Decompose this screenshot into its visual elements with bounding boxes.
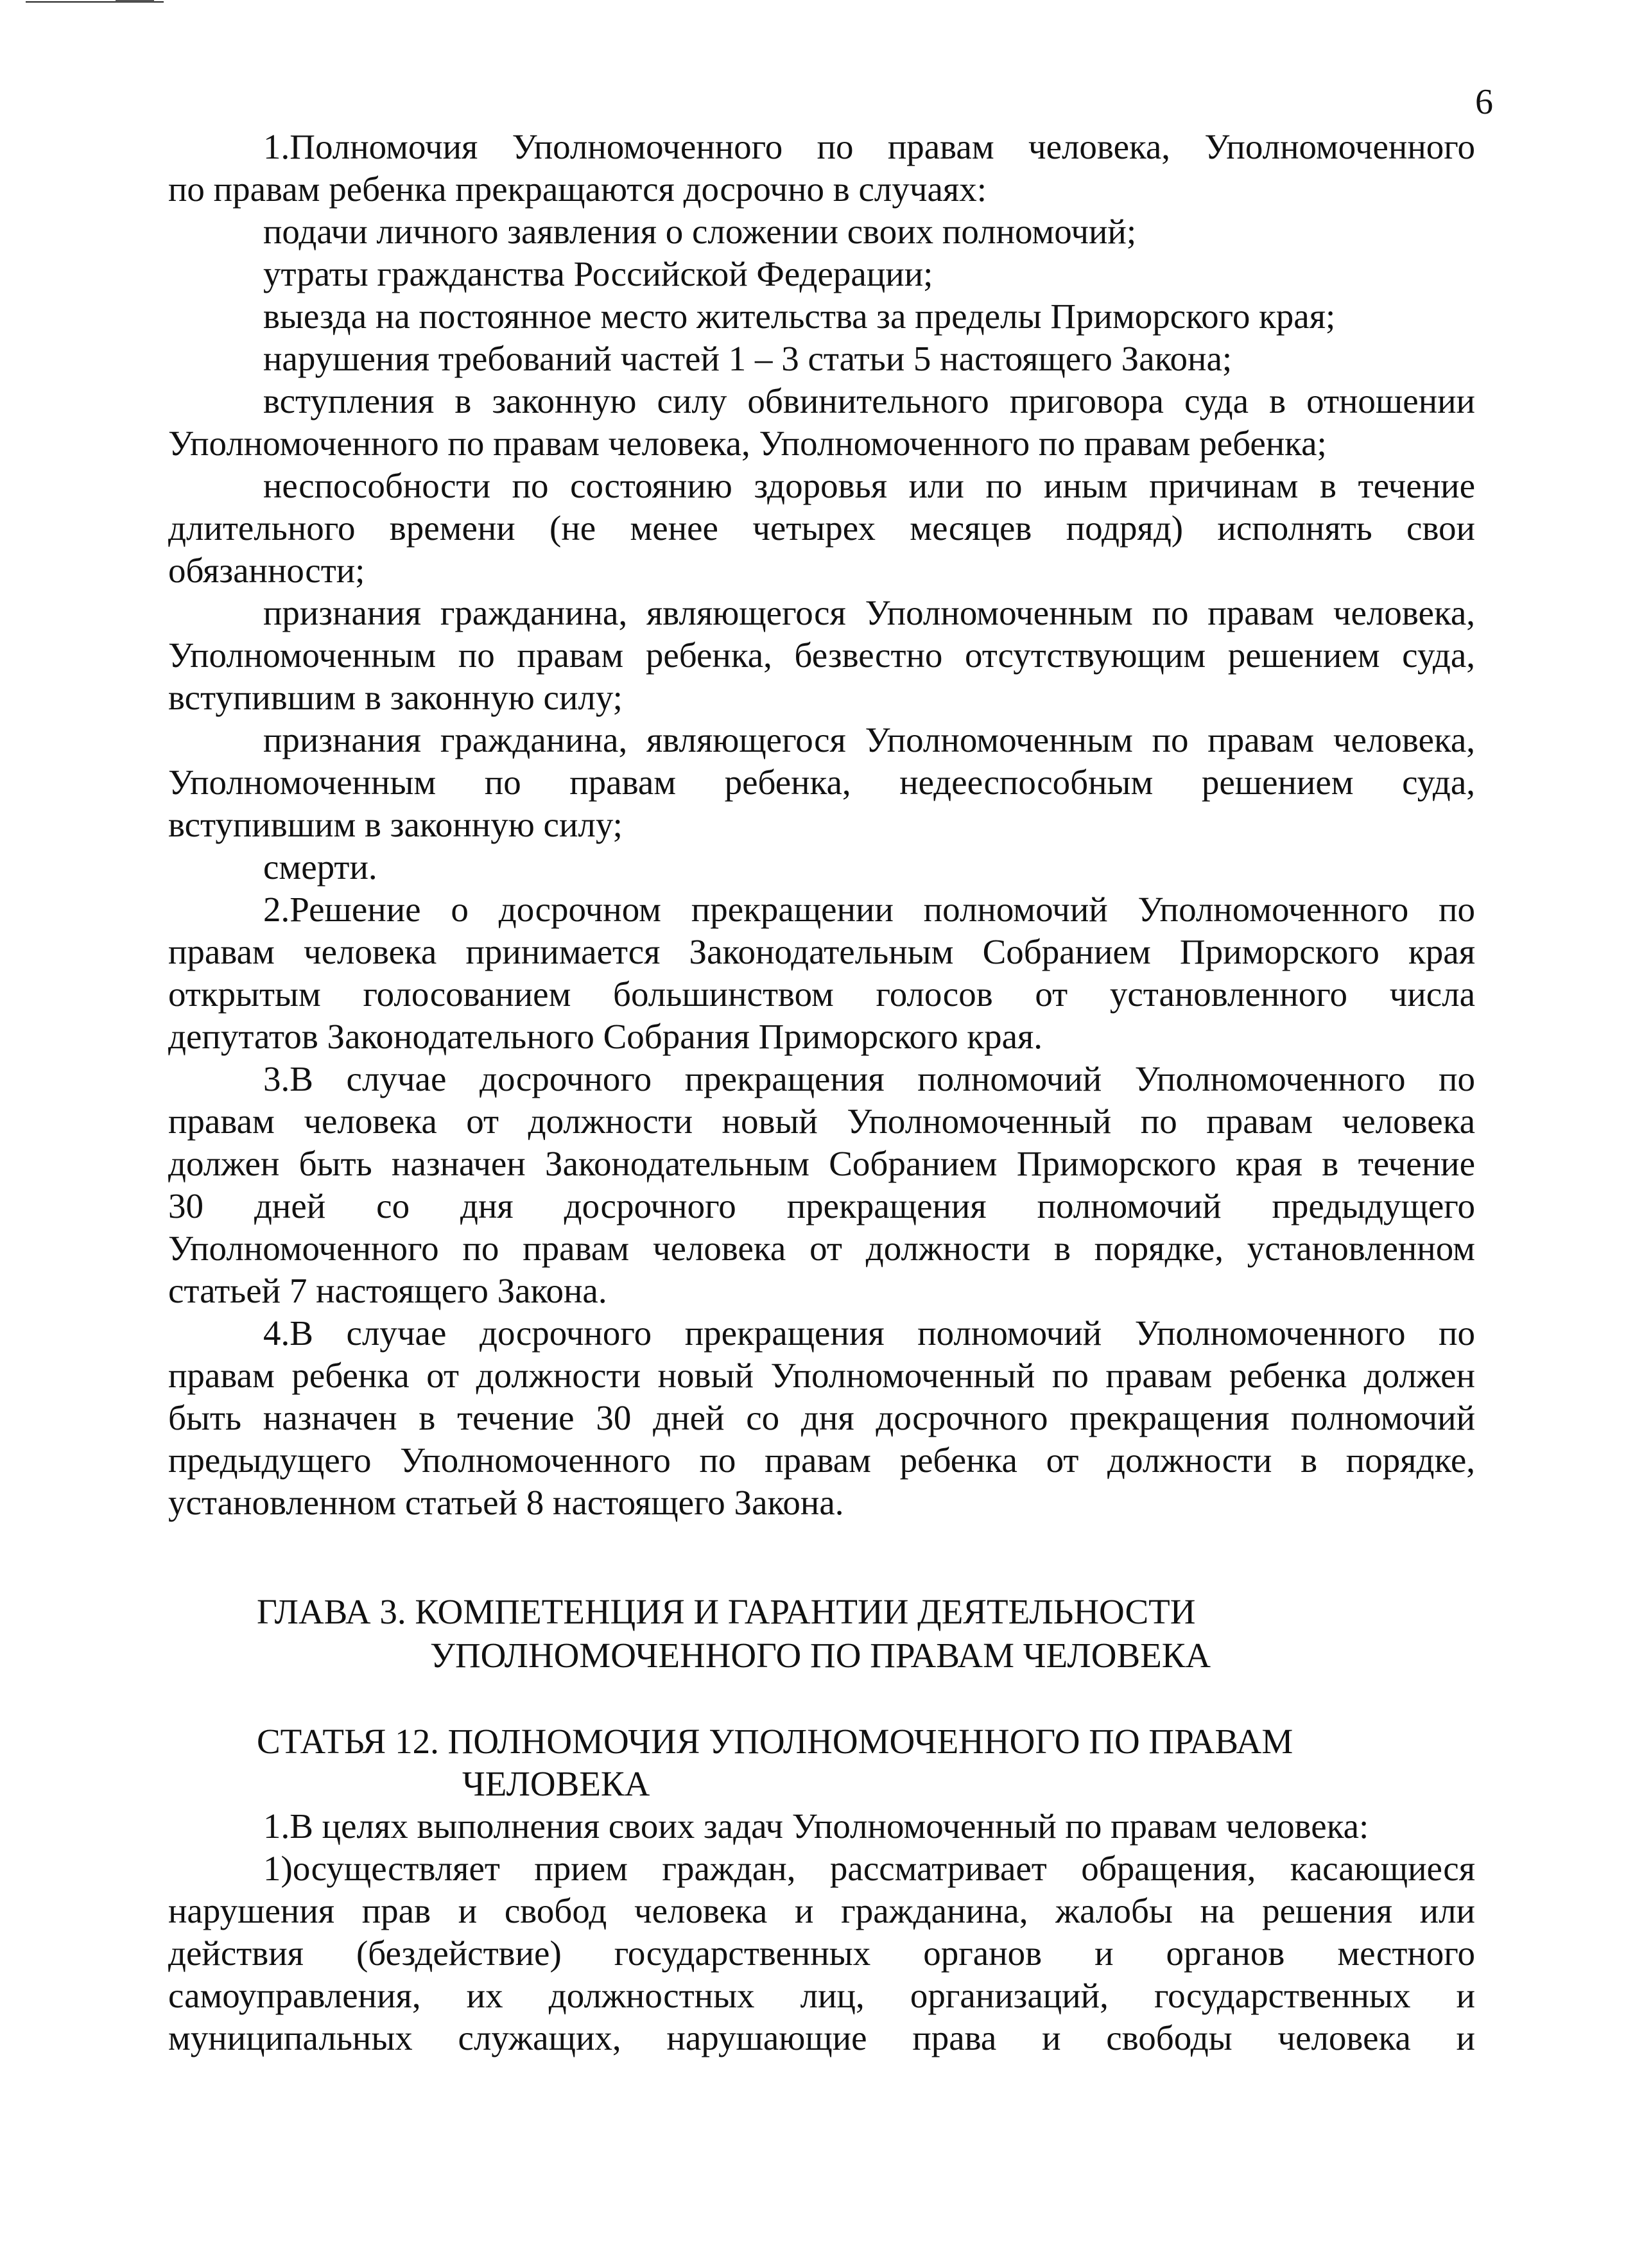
paragraph-line: вступившим в законную силу; — [168, 678, 623, 717]
paragraph-line: по правам ребенка прекращаются досрочно в случаях: — [168, 169, 987, 209]
list-item: признания гражданина, являющегося Уполномоченным по правам человека, — [263, 720, 1475, 759]
list-item: 1)осуществляет прием граждан, рассматривает обращения, касающиеся — [263, 1849, 1475, 1888]
paragraph-line: быть назначен в течение 30 дней со дня досрочного прекращения полномочий — [168, 1398, 1475, 1437]
paragraph-line: Уполномоченным по правам ребенка, безвестно отсутствующим решением суда, — [168, 636, 1475, 675]
chapter-title: УПОЛНОМОЧЕННОГО ПО ПРАВАМ ЧЕЛОВЕКА — [430, 1636, 1211, 1675]
paragraph-line: муниципальных служащих, нарушающие права и свободы человека и — [168, 2018, 1475, 2057]
list-item: нарушения требований частей 1 – 3 статьи 5 настоящего Закона; — [263, 339, 1232, 378]
paragraph-line: 4.В случае досрочного прекращения полномочий Уполномоченного по — [263, 1313, 1475, 1353]
paragraph-line: установленном статьей 8 настоящего Закона. — [168, 1483, 844, 1522]
list-item: вступления в законную силу обвинительного приговора суда в отношении — [263, 381, 1475, 420]
list-item: выезда на постоянное место жительства за пределы Приморского края; — [263, 297, 1336, 336]
paragraph-line: вступившим в законную силу; — [168, 805, 623, 844]
paragraph-line: Уполномоченного по правам человека от должности в порядке, установленном — [168, 1229, 1475, 1268]
paragraph-line: 1.Полномочия Уполномоченного по правам человека, Уполномоченного — [263, 127, 1475, 166]
paragraph-line: обязанности; — [168, 551, 365, 590]
list-item: утраты гражданства Российской Федерации; — [263, 254, 933, 293]
list-item: неспособности по состоянию здоровья или по иным причинам в течение — [263, 466, 1475, 505]
paragraph-line: правам человека принимается Законодательным Собранием Приморского края — [168, 932, 1475, 971]
paragraph-line: правам ребенка от должности новый Уполномоченный по правам ребенка должен — [168, 1356, 1475, 1395]
paragraph-line: правам человека от должности новый Уполномоченный по правам человека — [168, 1102, 1475, 1141]
paragraph-line: депутатов Законодательного Собрания Приморского края. — [168, 1017, 1043, 1056]
paragraph-line: 1.В целях выполнения своих задач Уполномоченный по правам человека: — [263, 1806, 1369, 1846]
article-title: СТАТЬЯ 12. ПОЛНОМОЧИЯ УПОЛНОМОЧЕННОГО ПО ПРАВАМ — [257, 1722, 1293, 1761]
paragraph-line: 30 дней со дня досрочного прекращения полномочий предыдущего — [168, 1186, 1475, 1225]
paragraph-line: должен быть назначен Законодательным Собранием Приморского края в течение — [168, 1144, 1475, 1183]
list-item: смерти. — [263, 847, 377, 887]
list-item: признания гражданина, являющегося Уполномоченным по правам человека, — [263, 593, 1475, 632]
article-title: ЧЕЛОВЕКА — [462, 1764, 650, 1803]
paragraph-line: 3.В случае досрочного прекращения полномочий Уполномоченного по — [263, 1059, 1475, 1098]
paragraph-line: самоуправления, их должностных лиц, организаций, государственных и — [168, 1976, 1475, 2015]
paragraph-line: Уполномоченным по правам ребенка, недееспособным решением суда, — [168, 763, 1475, 802]
paragraph-line: действия (бездействие) государственных органов и органов местного — [168, 1934, 1475, 1973]
scan-artifact-line — [116, 0, 154, 2]
paragraph-line: открытым голосованием большинством голосов от установленного числа — [168, 974, 1475, 1014]
list-item: подачи личного заявления о сложении своих полномочий; — [263, 212, 1137, 251]
chapter-title: ГЛАВА 3. КОМПЕТЕНЦИЯ И ГАРАНТИИ ДЕЯТЕЛЬНОСТИ — [257, 1592, 1196, 1631]
paragraph-line: статьей 7 настоящего Закона. — [168, 1271, 607, 1310]
paragraph-line: предыдущего Уполномоченного по правам ребенка от должности в порядке, — [168, 1441, 1475, 1480]
paragraph-line: нарушения прав и свобод человека и гражданина, жалобы на решения или — [168, 1891, 1475, 1930]
paragraph-line: 2.Решение о досрочном прекращении полномочий Уполномоченного по — [263, 890, 1475, 929]
paragraph-line: Уполномоченного по правам человека, Уполномоченного по правам ребенка; — [168, 424, 1327, 463]
paragraph-line: длительного времени (не менее четырех месяцев подряд) исполнять свои — [168, 508, 1475, 548]
page-number: 6 — [1475, 82, 1493, 122]
